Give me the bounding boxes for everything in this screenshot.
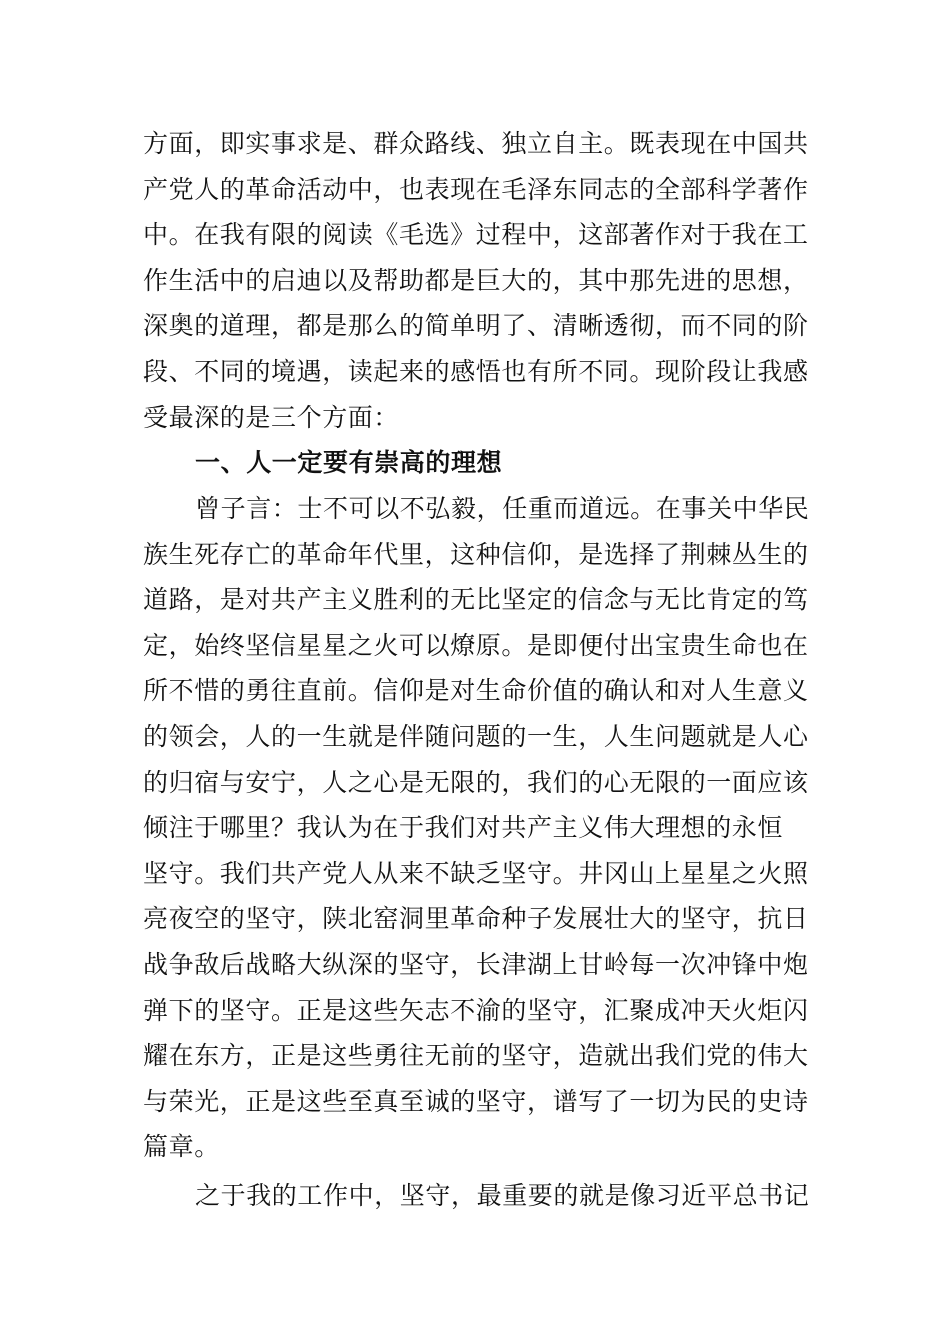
text-line: 所不惜的勇往直前。信仰是对生命价值的确认和对人生意义 — [143, 676, 809, 706]
text-line: 的归宿与安宁，人之心是无限的，我们的心无限的一面应该 — [143, 767, 809, 797]
text-line: 作生活中的启迪以及帮助都是巨大的，其中那先进的思想， — [143, 265, 809, 295]
text-line: 产党人的革命活动中，也表现在毛泽东同志的全部科学著作 — [143, 174, 809, 204]
text-line: 的领会，人的一生就是伴随问题的一生，人生问题就是人心 — [143, 721, 809, 751]
text-line: 深奥的道理，都是那么的简单明了、清晰透彻，而不同的阶 — [143, 311, 809, 341]
paragraph-work — [143, 1173, 811, 1219]
text-line: 耀在东方，正是这些勇往无前的坚守，造就出我们党的伟大 — [143, 1041, 809, 1071]
text-line: 篇章。 — [143, 1132, 220, 1162]
text-line: 受最深的是三个方面： — [143, 402, 400, 432]
text-line: 之于我的工作中，坚守，最重要的就是像习近平总书记 — [195, 1181, 810, 1210]
text-line: 与荣光，正是这些至真至诚的坚守，谱写了一切为民的史诗 — [143, 1086, 809, 1116]
text-line: 方面，即实事求是、群众路线、独立自主。既表现在中国共 — [143, 129, 809, 158]
text-line: 倾注于哪里？我认为在于我们对共产主义伟大理想的永恒 — [143, 813, 784, 843]
text-line: 中。在我有限的阅读《毛选》过程中，这部著作对于我在工 — [143, 220, 809, 250]
text-line: 坚守。我们共产党人从来不缺乏坚守。井冈山上星星之火照 — [143, 858, 809, 888]
text-line: 弹下的坚守。正是这些矢志不渝的坚守，汇聚成冲天火炬闪 — [143, 995, 809, 1025]
text-line: 道路，是对共产主义胜利的无比坚定的信念与无比肯定的笃 — [143, 585, 809, 615]
text-line: 战争敌后战略大纵深的坚守，长津湖上甘岭每一次冲锋中炮 — [143, 949, 809, 979]
paragraph-ideal — [143, 486, 811, 1170]
text-line: 定，始终坚信星星之火可以燎原。是即便付出宝贵生命也在 — [143, 630, 809, 660]
text-line: 段、不同的境遇，读起来的感悟也有所不同。现阶段让我感 — [143, 356, 809, 386]
section-heading — [143, 440, 811, 486]
text-line: 亮夜空的坚守，陕北窑洞里革命种子发展壮大的坚守，抗日 — [143, 904, 809, 934]
heading-text: 一、人一定要有崇高的理想 — [195, 448, 503, 477]
paragraph-intro-continued — [143, 121, 811, 440]
text-line: 族生死存亡的革命年代里，这种信仰，是选择了荆棘丛生的 — [143, 539, 809, 569]
text-line: 曾子言：士不可以不弘毅，任重而道远。在事关中华民 — [195, 494, 810, 523]
